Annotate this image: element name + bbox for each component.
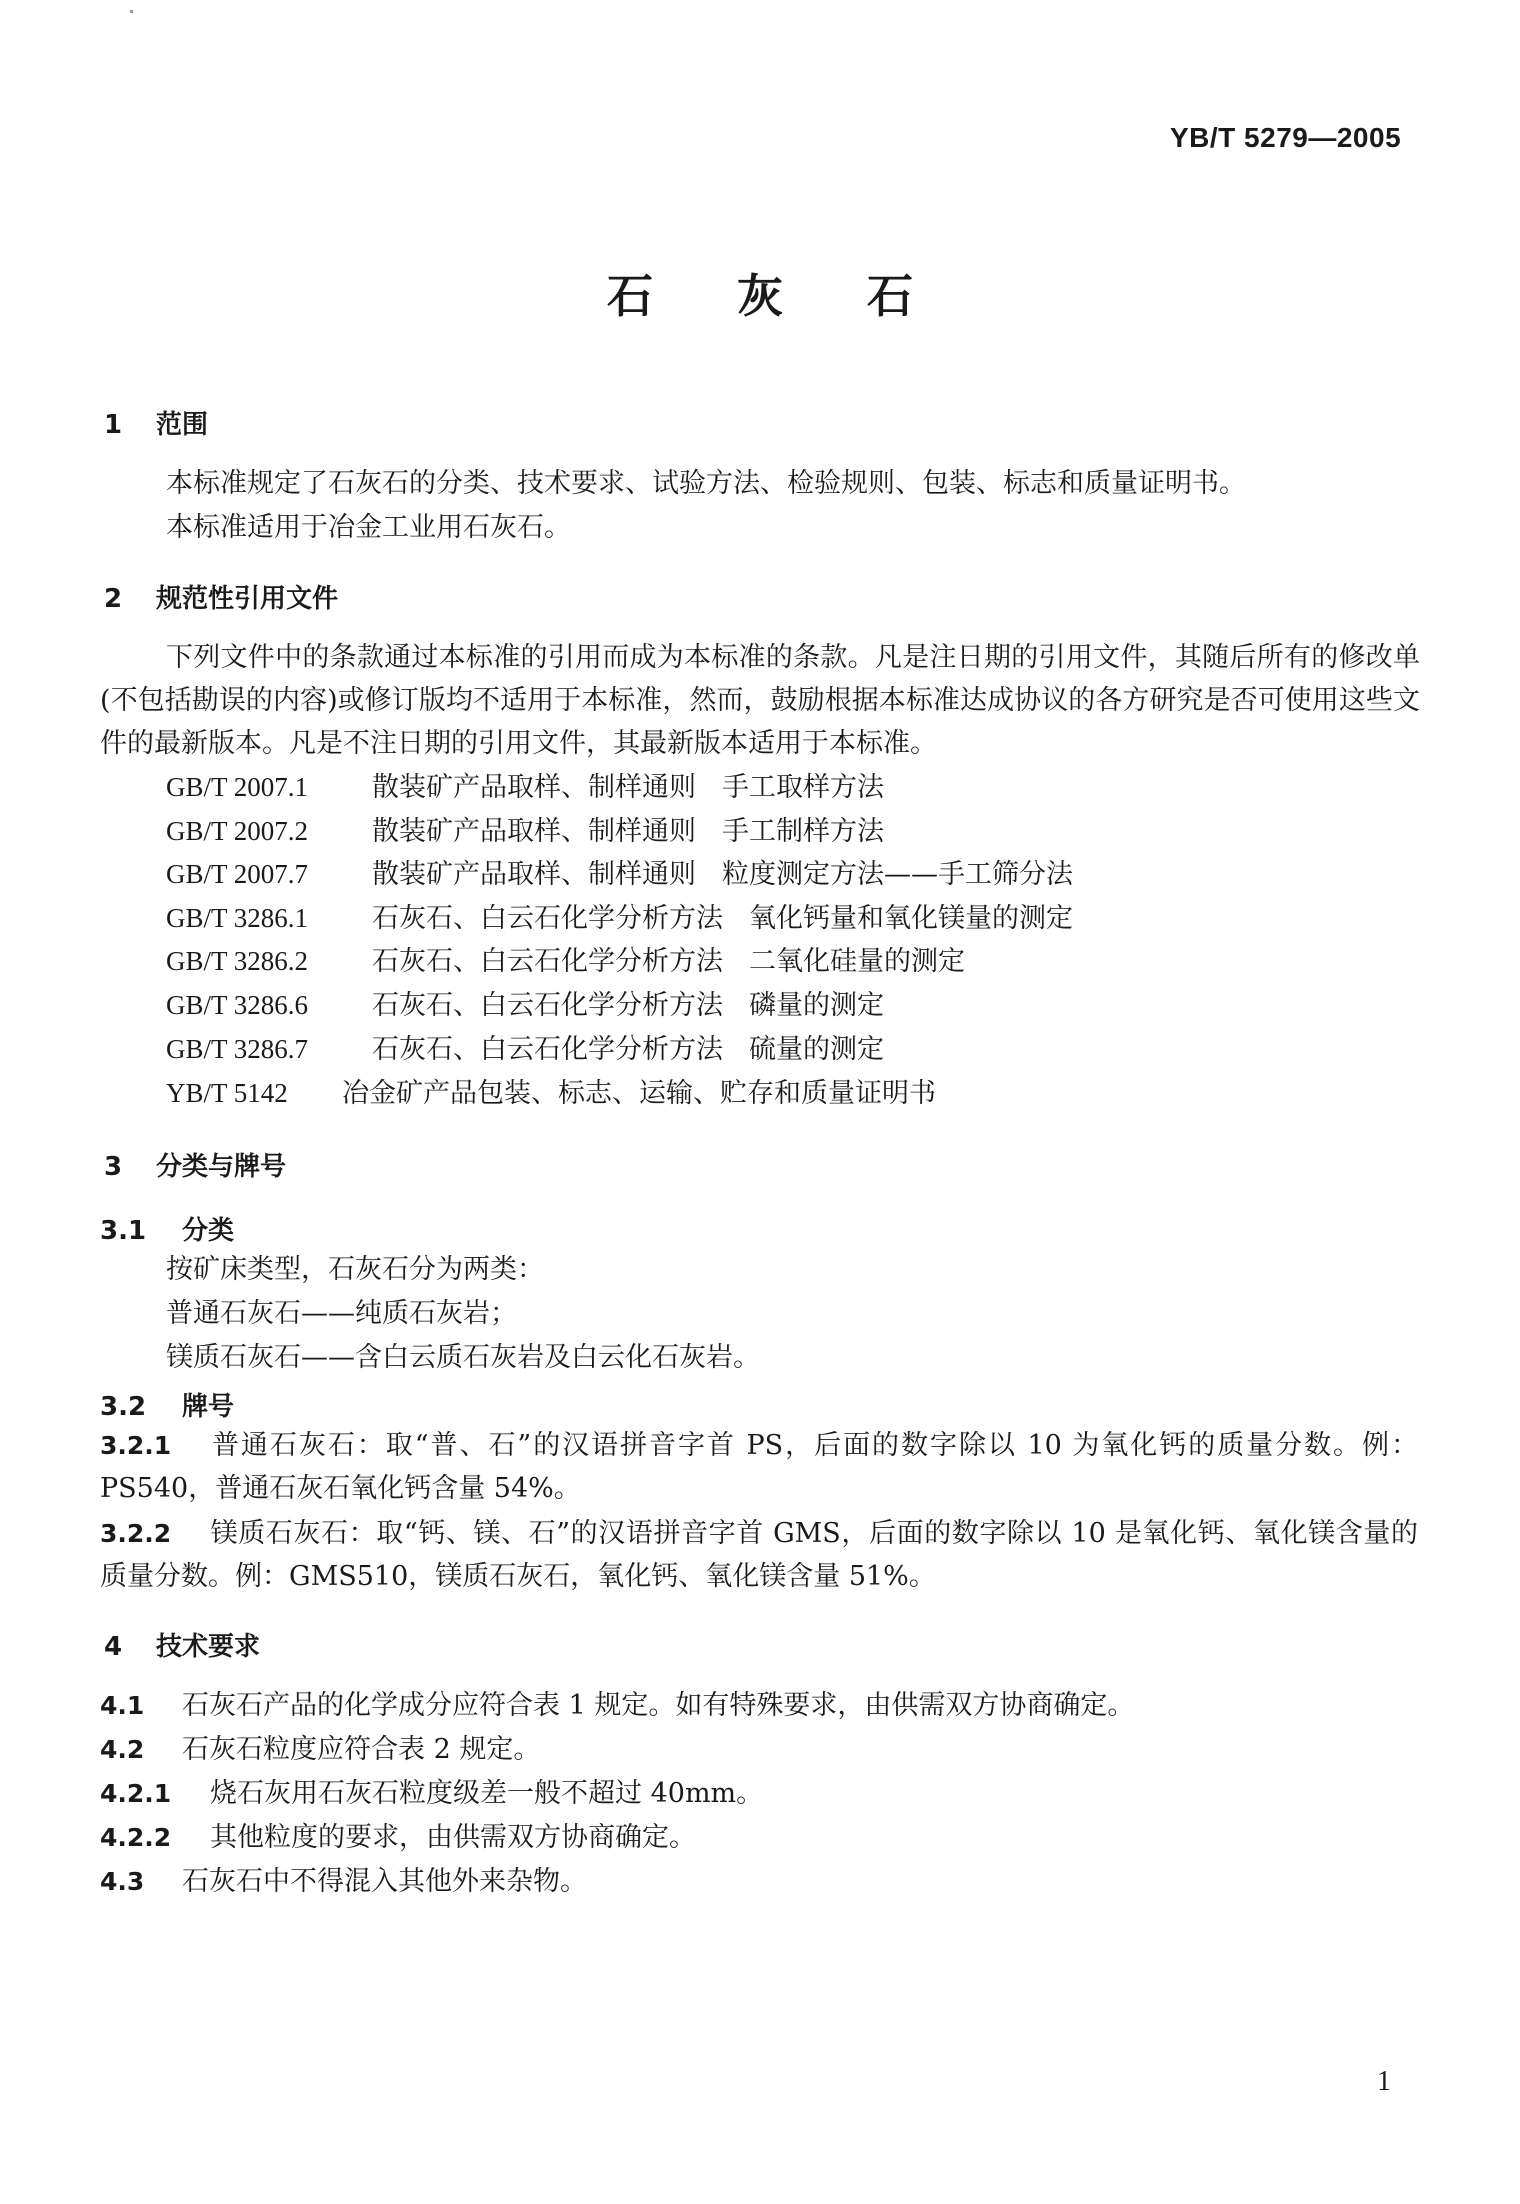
s1-paragraph-1: 本标准规定了石灰石的分类、技术要求、试验方法、检验规则、包装、标志和质量证明书。 xyxy=(166,468,1246,499)
clause-title: 牌号 xyxy=(182,1392,235,1422)
reference-code: GB/T 3286.2 xyxy=(166,946,309,976)
reference-subtitle: 磷量的测定 xyxy=(749,990,884,1021)
section-2-heading xyxy=(104,578,338,615)
clause-4-2-1 xyxy=(100,1772,763,1815)
clause-3-2-heading xyxy=(100,1386,234,1423)
section-4-heading xyxy=(104,1626,260,1663)
reference-title: 散装矿产品取样、制样通则 xyxy=(372,859,696,890)
section-number: 4 xyxy=(104,1632,123,1662)
scan-speck xyxy=(130,10,133,13)
clause-text: 普通石灰石：取“普、石”的汉语拼音字首 PS，后面的数字除以 10 为氧化钙的质量分数。例：PS540，普通石灰石氧化钙含量 54%。 xyxy=(100,1430,1418,1504)
section-title: 规范性引用文件 xyxy=(156,584,339,614)
reference-subtitle: 粒度测定方法——手工筛分法 xyxy=(722,859,1073,890)
classification-line: 按矿床类型，石灰石分为两类： xyxy=(166,1254,544,1285)
section-3-heading xyxy=(104,1146,286,1183)
clause-text: 其他粒度的要求，由供需双方协商确定。 xyxy=(210,1822,696,1853)
reference-title: 石灰石、白云石化学分析方法 xyxy=(372,1034,723,1065)
reference-item xyxy=(166,897,1073,940)
reference-title: 石灰石、白云石化学分析方法 xyxy=(372,946,723,977)
clause-number: 4.3 xyxy=(100,1867,145,1896)
section-number: 1 xyxy=(104,410,123,440)
classification-line: 镁质石灰石——含白云质石灰岩及白云化石灰岩。 xyxy=(166,1342,760,1373)
reference-item xyxy=(166,984,884,1027)
clause-number: 3.1 xyxy=(100,1216,147,1246)
reference-title: 石灰石、白云石化学分析方法 xyxy=(372,903,723,934)
page-number: 1 xyxy=(1377,2066,1391,2097)
reference-subtitle: 二氧化硅量的测定 xyxy=(749,946,965,977)
section-title: 技术要求 xyxy=(156,1632,261,1662)
reference-subtitle: 手工取样方法 xyxy=(722,772,884,803)
clause-number: 4.2.2 xyxy=(100,1823,172,1852)
reference-code: GB/T 2007.7 xyxy=(166,859,309,889)
clause-number: 4.1 xyxy=(100,1691,145,1720)
section-1-heading xyxy=(104,404,208,441)
reference-item xyxy=(166,766,884,809)
section-number: 3 xyxy=(104,1152,123,1182)
clause-title: 分类 xyxy=(182,1216,235,1246)
clause-number: 3.2.2 xyxy=(100,1519,172,1548)
reference-title: 散装矿产品取样、制样通则 xyxy=(372,772,696,803)
reference-code: GB/T 2007.2 xyxy=(166,816,309,846)
clause-number: 4.2.1 xyxy=(100,1779,172,1808)
clause-4-1 xyxy=(100,1684,1134,1727)
clause-text: 镁质石灰石：取“钙、镁、石”的汉语拼音字首 GMS，后面的数字除以 10 是氧化钙、氧化镁含量的质量分数。例：GMS510，镁质石灰石，氧化钙、氧化镁含量 51%。 xyxy=(100,1518,1418,1592)
page-title: 石 灰 石 xyxy=(606,269,948,323)
section-title: 分类与牌号 xyxy=(156,1152,287,1182)
reference-item xyxy=(166,1028,884,1071)
clause-number: 3.2 xyxy=(100,1392,147,1422)
clause-text: 烧石灰用石灰石粒度级差一般不超过 40mm。 xyxy=(210,1778,764,1809)
reference-code: GB/T 3286.6 xyxy=(166,990,309,1020)
reference-item xyxy=(166,853,1073,896)
clause-number: 4.2 xyxy=(100,1735,145,1764)
reference-item xyxy=(166,940,965,983)
s2-intro-paragraph: 下列文件中的条款通过本标准的引用而成为本标准的条款。凡是注日期的引用文件，其随后所有的修改单(不包括勘误的内容)或修订版均不适用于本标准，然而，鼓励根据本标准达成协议的各方研究是否可使用这些文件的最新版本。凡是不注日期的引用文件，其最新版本适用于本标准。 xyxy=(100,642,1420,759)
reference-title: 散装矿产品取样、制样通则 xyxy=(372,816,696,847)
section-title: 范围 xyxy=(156,410,209,440)
reference-subtitle: 氧化钙量和氧化镁量的测定 xyxy=(749,903,1073,934)
standard-number: YB/T 5279—2005 xyxy=(1170,122,1402,153)
clause-number: 3.2.1 xyxy=(100,1431,172,1460)
clause-text: 石灰石中不得混入其他外来杂物。 xyxy=(182,1866,587,1897)
clause-3-2-2 xyxy=(100,1512,1418,1598)
clause-3-1-heading xyxy=(100,1210,234,1247)
clause-4-2-2 xyxy=(100,1816,696,1859)
section-number: 2 xyxy=(104,584,123,614)
reference-code: GB/T 3286.7 xyxy=(166,1034,309,1064)
reference-subtitle: 手工制样方法 xyxy=(722,816,884,847)
clause-4-2 xyxy=(100,1728,540,1771)
reference-subtitle: 硫量的测定 xyxy=(749,1034,884,1065)
s1-paragraph-2: 本标准适用于冶金工业用石灰石。 xyxy=(166,512,571,543)
clause-4-3 xyxy=(100,1860,587,1903)
clause-3-2-1 xyxy=(100,1424,1418,1510)
reference-code: GB/T 2007.1 xyxy=(166,772,309,802)
reference-item xyxy=(166,810,884,853)
reference-title: 冶金矿产品包装、标志、运输、贮存和质量证明书 xyxy=(342,1078,936,1109)
clause-text: 石灰石粒度应符合表 2 规定。 xyxy=(182,1734,541,1765)
reference-code: GB/T 3286.1 xyxy=(166,903,309,933)
classification-line: 普通石灰石——纯质石灰岩； xyxy=(166,1298,517,1329)
clause-text: 石灰石产品的化学成分应符合表 1 规定。如有特殊要求，由供需双方协商确定。 xyxy=(182,1690,1135,1721)
reference-title: 石灰石、白云石化学分析方法 xyxy=(372,990,723,1021)
reference-item xyxy=(166,1072,936,1115)
reference-code: YB/T 5142 xyxy=(166,1078,288,1108)
